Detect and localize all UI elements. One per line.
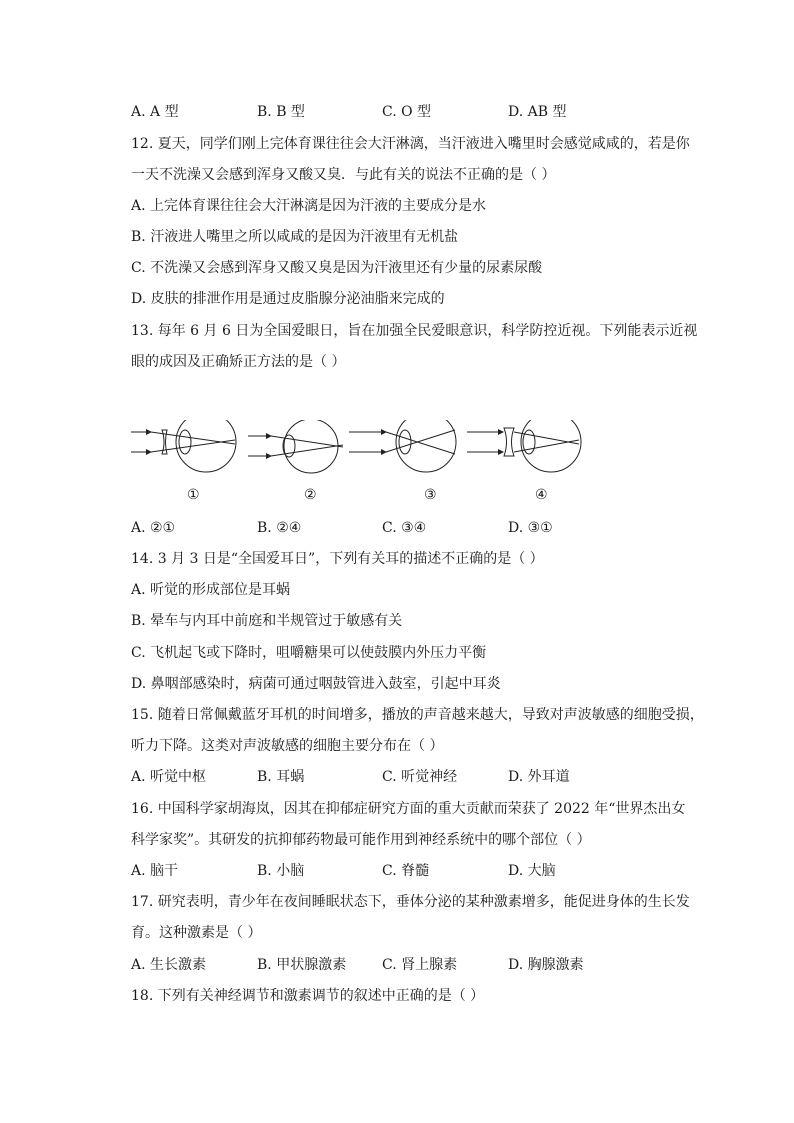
q11-option-c: C. O 型 <box>382 104 432 120</box>
q11-option-d: D. AB 型 <box>508 104 567 120</box>
q12-option-d: D. 皮肤的排泄作用是通过皮脂腺分泌油脂来完成的 <box>131 291 445 307</box>
eye-diagram-2 <box>248 420 343 473</box>
q15-option-d: D. 外耳道 <box>508 769 570 785</box>
q17-stem-line-1: 17. 研究表明，青少年在夜间睡眠状态下，垂体分泌的某种激素增多，能促进身体的生长发 <box>131 894 690 910</box>
q13-option-b: B. ②④ <box>257 520 302 536</box>
q12-option-a: A. 上完体育课往往会大汗淋漓是因为汗液的主要成分是水 <box>131 198 487 214</box>
q16-stem-line-2: 科学家奖”。其研发的抗抑郁药物最可能作用到神经系统中的哪个部位（ ） <box>131 832 591 848</box>
q17-option-a: A. 生长激素 <box>131 957 207 973</box>
q13-stem-line-1: 13. 每年 6 月 6 日为全国爱眼日，旨在加强全民爱眼意识，科学防控近视。下列能表示近视 <box>131 323 698 339</box>
q12-option-c: C. 不洗澡又会感到浑身又酸又臭是因为汗液里还有少量的尿素尿酸 <box>131 260 543 276</box>
q15-option-c: C. 听觉神经 <box>382 769 458 785</box>
q15-stem-line-1: 15. 随着日常佩戴蓝牙耳机的时间增多，播放的声音越来越大，导致对声波敏感的细胞受损， <box>131 707 704 723</box>
q12-option-b: B. 汗液进人嘴里之所以咸咸的是因为汗液里有无机盐 <box>131 229 459 245</box>
q14-option-a: A. 听觉的形成部位是耳蜗 <box>131 582 291 598</box>
q15-option-b: B. 耳蜗 <box>257 769 305 785</box>
q16-option-c: C. 脊髓 <box>382 863 430 879</box>
eye-diagram-4 <box>467 420 581 472</box>
q13-option-c: C. ③④ <box>382 520 427 536</box>
q17-option-c: C. 肾上腺素 <box>382 957 458 973</box>
q11-option-b: B. B 型 <box>257 104 305 120</box>
q14-stem-line-1: 14. 3 月 3 日是“全国爱耳日”，下列有关耳的描述不正确的是（ ） <box>131 551 544 567</box>
q13-option-d: D. ③① <box>508 520 553 536</box>
figure-label-1: ① <box>187 487 200 503</box>
q16-option-a: A. 脑干 <box>131 863 179 879</box>
q18-stem-line-1: 18. 下列有关神经调节和激素调节的叙述中正确的是（ ） <box>131 988 485 1004</box>
q12-stem-line-2: 一天不洗澡又会感到浑身又酸又臭．与此有关的说法不正确的是（ ） <box>131 167 556 183</box>
q11-option-a: A. A 型 <box>131 104 179 120</box>
q17-option-b: B. 甲状腺激素 <box>257 957 347 973</box>
eye-diagram-figure <box>131 420 591 510</box>
q15-stem-line-2: 听力下降。这类对声波敏感的细胞主要分布在（ ） <box>131 738 444 754</box>
eye-diagram-3 <box>349 420 456 472</box>
q16-option-b: B. 小脑 <box>257 863 305 879</box>
q16-stem-line-1: 16. 中国科学家胡海岚，因其在抑郁症研究方面的重大贡献而荣获了 2022 年“世界杰出女 <box>131 801 686 817</box>
q14-option-d: D. 鼻咽部感染时，病菌可通过咽鼓管进入鼓室，引起中耳炎 <box>131 676 501 692</box>
q16-option-d: D. 大脑 <box>508 863 556 879</box>
q15-option-a: A. 听觉中枢 <box>131 769 207 785</box>
figure-label-3: ③ <box>424 487 437 503</box>
q17-stem-line-2: 育。这种激素是（ ） <box>131 925 262 941</box>
q14-option-b: B. 晕车与内耳中前庭和半规管过于敏感有关 <box>131 613 403 629</box>
figure-label-4: ④ <box>535 487 548 503</box>
q17-option-d: D. 胸腺激素 <box>508 957 584 973</box>
q12-stem-line-1: 12. 夏天，同学们刚上完体育课往往会大汗淋漓，当汗液进入嘴里时会感觉咸咸的，若是你 <box>131 136 690 152</box>
q13-stem-line-2: 眼的成因及正确矫正方法的是（ ） <box>131 354 346 370</box>
eye-diagrams-svg <box>131 420 591 490</box>
eye-diagram-1 <box>131 420 236 472</box>
figure-label-2: ② <box>304 487 317 503</box>
q14-option-c: C. 飞机起飞或下降时，咀嚼糖果可以使鼓膜内外压力平衡 <box>131 645 487 661</box>
q13-option-a: A. ②① <box>131 520 176 536</box>
